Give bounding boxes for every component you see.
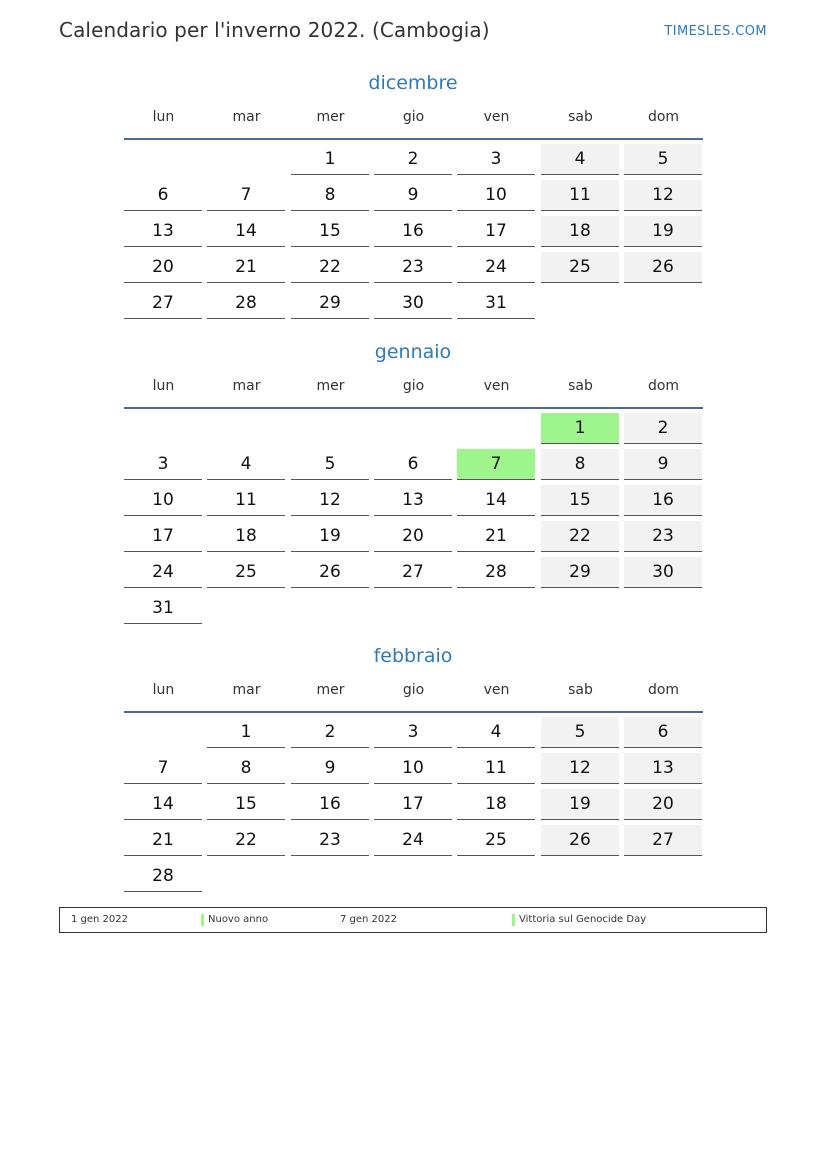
day-cell: 23 bbox=[291, 825, 369, 856]
day-cell: 1 bbox=[207, 717, 285, 748]
weekday-label: mar bbox=[232, 109, 261, 125]
day-cell: 27 bbox=[374, 557, 452, 588]
holiday-day-cell: 7 bbox=[457, 449, 535, 480]
day-cell: 5 bbox=[541, 717, 619, 748]
site-link[interactable]: TIMESLES.COM bbox=[664, 24, 767, 39]
day-cell: 4 bbox=[457, 717, 535, 748]
weekday-label: gio bbox=[402, 109, 425, 125]
day-cell: 21 bbox=[457, 521, 535, 552]
legend-date: 7 gen 2022 bbox=[340, 914, 398, 925]
day-cell: 9 bbox=[624, 449, 702, 480]
weekday-label: sab bbox=[568, 109, 593, 125]
day-cell: 14 bbox=[207, 216, 285, 247]
day-cell: 5 bbox=[624, 144, 702, 175]
day-cell: 22 bbox=[207, 825, 285, 856]
day-cell: 30 bbox=[374, 288, 452, 319]
weekday-label: mer bbox=[316, 682, 345, 698]
day-cell: 16 bbox=[374, 216, 452, 247]
day-cell: 27 bbox=[124, 288, 202, 319]
day-cell: 24 bbox=[374, 825, 452, 856]
day-cell: 4 bbox=[541, 144, 619, 175]
day-cell: 26 bbox=[291, 557, 369, 588]
weekday-label: mer bbox=[316, 109, 345, 125]
weekday-label: mar bbox=[232, 682, 261, 698]
holiday-legend bbox=[59, 907, 767, 933]
weekday-header bbox=[124, 367, 703, 409]
day-cell: 13 bbox=[374, 485, 452, 516]
day-cell: 13 bbox=[124, 216, 202, 247]
day-cell: 11 bbox=[457, 753, 535, 784]
day-cell: 15 bbox=[541, 485, 619, 516]
day-cell: 28 bbox=[457, 557, 535, 588]
month-block bbox=[0, 337, 827, 618]
weekday-label: gio bbox=[402, 378, 425, 394]
weekday-label: lun bbox=[152, 682, 175, 698]
day-cell: 10 bbox=[374, 753, 452, 784]
weekday-label: dom bbox=[647, 378, 680, 394]
day-cell: 20 bbox=[624, 789, 702, 820]
weekday-label: ven bbox=[483, 682, 510, 698]
day-cell: 7 bbox=[207, 180, 285, 211]
legend-holiday-name: Nuovo anno bbox=[208, 914, 269, 925]
day-cell: 3 bbox=[124, 449, 202, 480]
day-cell: 25 bbox=[541, 252, 619, 283]
day-cell: 30 bbox=[624, 557, 702, 588]
holiday-day-cell: 1 bbox=[541, 413, 619, 444]
day-cell: 3 bbox=[457, 144, 535, 175]
day-cell: 3 bbox=[374, 717, 452, 748]
month-name: dicembre bbox=[368, 72, 458, 94]
day-cell: 23 bbox=[624, 521, 702, 552]
day-cell: 8 bbox=[207, 753, 285, 784]
day-cell: 10 bbox=[457, 180, 535, 211]
day-cell: 6 bbox=[624, 717, 702, 748]
day-cell: 25 bbox=[207, 557, 285, 588]
weekday-label: mar bbox=[232, 378, 261, 394]
day-cell: 31 bbox=[124, 593, 202, 624]
month-block bbox=[0, 641, 827, 886]
month-block bbox=[0, 68, 827, 313]
day-cell: 28 bbox=[207, 288, 285, 319]
day-cell: 2 bbox=[291, 717, 369, 748]
weekday-header bbox=[124, 98, 703, 140]
day-cell: 26 bbox=[541, 825, 619, 856]
weekday-label: ven bbox=[483, 109, 510, 125]
day-cell: 28 bbox=[124, 861, 202, 892]
day-cell: 6 bbox=[374, 449, 452, 480]
day-cell: 4 bbox=[207, 449, 285, 480]
page-title: Calendario per l'inverno 2022. (Cambogia) bbox=[59, 18, 490, 42]
day-cell: 7 bbox=[124, 753, 202, 784]
day-cell: 24 bbox=[457, 252, 535, 283]
weekday-label: sab bbox=[568, 682, 593, 698]
day-cell: 12 bbox=[541, 753, 619, 784]
day-cell: 6 bbox=[124, 180, 202, 211]
month-name: gennaio bbox=[374, 341, 452, 363]
day-cell: 29 bbox=[291, 288, 369, 319]
day-cell: 18 bbox=[207, 521, 285, 552]
day-cell: 15 bbox=[207, 789, 285, 820]
weekday-label: dom bbox=[647, 682, 680, 698]
weekday-label: sab bbox=[568, 378, 593, 394]
day-cell: 12 bbox=[624, 180, 702, 211]
day-cell: 25 bbox=[457, 825, 535, 856]
weekday-label: ven bbox=[483, 378, 510, 394]
weekday-label: lun bbox=[152, 378, 175, 394]
day-cell: 12 bbox=[291, 485, 369, 516]
day-cell: 11 bbox=[541, 180, 619, 211]
weekday-label: mer bbox=[316, 378, 345, 394]
day-cell: 17 bbox=[457, 216, 535, 247]
day-cell: 31 bbox=[457, 288, 535, 319]
day-cell: 19 bbox=[624, 216, 702, 247]
day-cell: 8 bbox=[541, 449, 619, 480]
day-cell: 21 bbox=[124, 825, 202, 856]
day-cell: 17 bbox=[124, 521, 202, 552]
day-cell: 13 bbox=[624, 753, 702, 784]
day-cell: 5 bbox=[291, 449, 369, 480]
day-cell: 2 bbox=[374, 144, 452, 175]
day-cell: 14 bbox=[124, 789, 202, 820]
weekday-label: lun bbox=[152, 109, 175, 125]
day-cell: 24 bbox=[124, 557, 202, 588]
day-cell: 11 bbox=[207, 485, 285, 516]
day-cell: 9 bbox=[291, 753, 369, 784]
day-cell: 20 bbox=[374, 521, 452, 552]
day-cell: 1 bbox=[291, 144, 369, 175]
weekday-header bbox=[124, 671, 703, 713]
legend-date: 1 gen 2022 bbox=[71, 914, 129, 925]
legend-color-swatch bbox=[201, 914, 204, 926]
weekday-label: gio bbox=[402, 682, 425, 698]
day-cell: 23 bbox=[374, 252, 452, 283]
day-cell: 15 bbox=[291, 216, 369, 247]
day-cell: 16 bbox=[624, 485, 702, 516]
day-cell: 14 bbox=[457, 485, 535, 516]
legend-holiday-name: Vittoria sul Genocide Day bbox=[519, 914, 647, 925]
day-cell: 2 bbox=[624, 413, 702, 444]
legend-color-swatch bbox=[512, 914, 515, 926]
month-name: febbraio bbox=[373, 645, 453, 667]
day-cell: 26 bbox=[624, 252, 702, 283]
day-cell: 27 bbox=[624, 825, 702, 856]
day-cell: 19 bbox=[541, 789, 619, 820]
day-cell: 20 bbox=[124, 252, 202, 283]
day-cell: 8 bbox=[291, 180, 369, 211]
day-cell: 18 bbox=[457, 789, 535, 820]
day-cell: 9 bbox=[374, 180, 452, 211]
day-cell: 22 bbox=[541, 521, 619, 552]
day-cell: 10 bbox=[124, 485, 202, 516]
day-cell: 19 bbox=[291, 521, 369, 552]
day-cell: 18 bbox=[541, 216, 619, 247]
day-cell: 16 bbox=[291, 789, 369, 820]
day-cell: 17 bbox=[374, 789, 452, 820]
day-cell: 21 bbox=[207, 252, 285, 283]
weekday-label: dom bbox=[647, 109, 680, 125]
day-cell: 22 bbox=[291, 252, 369, 283]
day-cell: 29 bbox=[541, 557, 619, 588]
